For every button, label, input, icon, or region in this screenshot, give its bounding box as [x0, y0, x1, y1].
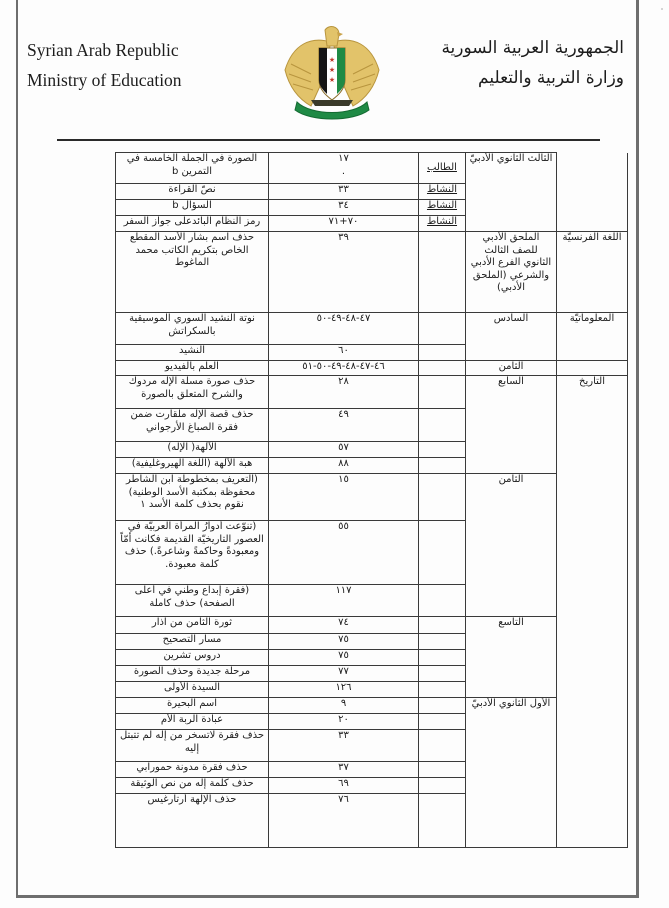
- topic-cell: (التعريف بمخطوطة ابن الشاطر محفوظة بمكتبة الأسد الوطنية) نقوم بحذف كلمة الأسد ١: [116, 474, 269, 521]
- subject-cell: [557, 361, 628, 376]
- topic-cell: مرحلة جديدة وحذف الصورة: [116, 666, 269, 682]
- page-cell: ٧٠+٧١: [269, 216, 419, 232]
- page-cell: ٦٩: [269, 778, 419, 794]
- grade-cell: الثالث الثانوي الأدبيّ: [466, 153, 557, 232]
- topic-cell: حذف فقرة مدونة حمورابي: [116, 762, 269, 778]
- topic-cell: مسار التصحيح: [116, 634, 269, 650]
- topic-cell: نصّ القراءة: [116, 184, 269, 200]
- page-cell: ١١٧: [269, 585, 419, 617]
- topic-cell: اسم البحيرة: [116, 698, 269, 714]
- type-cell: [419, 521, 466, 585]
- topic-cell: دروس تشرين: [116, 650, 269, 666]
- topic-cell: عبادة الربة الأم: [116, 714, 269, 730]
- table-row: [116, 313, 628, 345]
- table-row: [116, 232, 628, 313]
- subject-cell: [557, 153, 628, 232]
- type-cell: النشاط: [419, 200, 466, 216]
- table-row: [116, 698, 628, 714]
- topic-cell: رمز النظام البائدعلى جواز السفر: [116, 216, 269, 232]
- type-cell: [419, 762, 466, 778]
- header-ministry-en: Ministry of Education: [27, 70, 182, 90]
- type-cell: [419, 474, 466, 521]
- page-cell: ٧٤: [269, 617, 419, 634]
- page-cell: ٧٧: [269, 666, 419, 682]
- grade-cell: السابع: [466, 376, 557, 474]
- topic-cell: حذف الإلهة أرتارغيس: [116, 794, 269, 848]
- type-cell: [419, 361, 466, 376]
- topic-cell: ثورة الثامن من آذار: [116, 617, 269, 634]
- type-cell: [419, 682, 466, 698]
- type-cell: [419, 585, 466, 617]
- type-cell: [419, 634, 466, 650]
- topic-cell: حذف اسم بشار الأسد المقطع الخاص بتكريم الكاتب محمد الماغوط: [116, 232, 269, 313]
- page-cell: ٤٧-٤٨-٤٩-٥٠: [269, 313, 419, 345]
- type-cell: [419, 778, 466, 794]
- topic-cell: (فقرة إبداع وطني في أعلى الصفحة) حذف كاملة: [116, 585, 269, 617]
- type-cell: الطالب: [419, 153, 466, 184]
- page-cell: ٣٧: [269, 762, 419, 778]
- page-cell: ٩: [269, 698, 419, 714]
- type-cell: النشاط: [419, 216, 466, 232]
- table-row: [116, 617, 628, 634]
- type-cell: [419, 698, 466, 714]
- grade-cell: السادس: [466, 313, 557, 361]
- grade-cell: الملحق الأدبي للصف الثالث الثانوي الفرع الأدبي والشرعي (الملحق الأدبي): [466, 232, 557, 313]
- page-cell: ٨٨: [269, 458, 419, 474]
- curriculum-deletions-table: [115, 152, 628, 848]
- wheat-base: [311, 100, 353, 106]
- header-divider: [57, 139, 600, 141]
- table-row: [116, 376, 628, 409]
- page-cell: ١٧ .: [269, 153, 419, 184]
- grade-cell: الثامن: [466, 361, 557, 376]
- grade-cell: الأول الثانوي الأدبيّ: [466, 698, 557, 848]
- svg-text:★: ★: [328, 56, 336, 64]
- page-cell: ١٢٦: [269, 682, 419, 698]
- scan-artifact: [661, 8, 663, 10]
- topic-cell: الصورة في الجملة الخامسة في التمرين b: [116, 153, 269, 184]
- page-cell: ٢٠: [269, 714, 419, 730]
- svg-text:★: ★: [328, 76, 336, 84]
- grade-cell: التاسع: [466, 617, 557, 698]
- subject-cell: التاريخ: [557, 376, 628, 848]
- page-cell: ٢٨: [269, 376, 419, 409]
- topic-cell: العلم بالفيديو: [116, 361, 269, 376]
- page-cell: ٥٧: [269, 442, 419, 458]
- topic-cell: نوتة النشيد السوري الموسيقية بالسكراتش: [116, 313, 269, 345]
- type-cell: [419, 442, 466, 458]
- type-cell: [419, 313, 466, 345]
- type-cell: النشاط: [419, 184, 466, 200]
- grade-cell: الثامن: [466, 474, 557, 617]
- page-cell: ٣٣: [269, 184, 419, 200]
- topic-cell: السؤال b: [116, 200, 269, 216]
- topic-cell: حذف صورة مسلة الإله مردوك والشرح المتعلق بالصورة: [116, 376, 269, 409]
- page-cell: ٧٥: [269, 634, 419, 650]
- type-cell: [419, 714, 466, 730]
- type-cell: [419, 458, 466, 474]
- type-cell: [419, 650, 466, 666]
- topic-cell: حذف فقرة لاتسخر من إله لم تتبتل إليه: [116, 730, 269, 762]
- topic-cell: حذف قصة الإله ملقارت ضمن فقرة الصباغ الأرجواني: [116, 409, 269, 442]
- topic-cell: (تنوّعت أدوارُ المرأة العربيّة في العصور التاريخيّة القديمة فكانت أمّاً ومعبودةً وحاكمةً وشاعرةً.) حذف كلمة معبودة.: [116, 521, 269, 585]
- type-cell: [419, 794, 466, 848]
- page-cell: ١٥: [269, 474, 419, 521]
- header-country-en: Syrian Arab Republic: [27, 40, 179, 60]
- subject-cell: المعلوماتيّة: [557, 313, 628, 361]
- type-cell: [419, 730, 466, 762]
- page-cell: ٤٦-٤٧-٤٨-٤٩-٥٠-٥١: [269, 361, 419, 376]
- page-cell: ٧٥: [269, 650, 419, 666]
- page-cell: ٥٥: [269, 521, 419, 585]
- topic-cell: هبة الآلهة (اللغة الهيروغليفية): [116, 458, 269, 474]
- page-cell: ٣٤: [269, 200, 419, 216]
- table-row: [116, 361, 628, 376]
- type-cell: [419, 376, 466, 409]
- header-ministry-ar: وزارة التربية والتعليم: [478, 68, 624, 88]
- table-row: [116, 474, 628, 521]
- page-cell: ٦٠: [269, 345, 419, 361]
- topic-cell: حذف كلمة إله من نص الوثيقة: [116, 778, 269, 794]
- type-cell: [419, 666, 466, 682]
- page-cell: ٧٦: [269, 794, 419, 848]
- page-cell: ٣٣: [269, 730, 419, 762]
- page-cell: ٣٩: [269, 232, 419, 313]
- subject-cell: اللغة الفرنسيّة: [557, 232, 628, 313]
- type-cell: [419, 232, 466, 313]
- topic-cell: النشيد: [116, 345, 269, 361]
- topic-cell: السيدة الأولى: [116, 682, 269, 698]
- shield: [319, 48, 345, 100]
- type-cell: [419, 617, 466, 634]
- type-cell: [419, 345, 466, 361]
- type-cell: [419, 409, 466, 442]
- table-row: [116, 153, 628, 184]
- coat-of-arms-icon: [281, 24, 383, 120]
- svg-text:★: ★: [328, 66, 336, 74]
- topic-cell: الآلهة( الإله): [116, 442, 269, 458]
- page-cell: ٤٩: [269, 409, 419, 442]
- header-country-ar: الجمهورية العربية السورية: [441, 38, 624, 58]
